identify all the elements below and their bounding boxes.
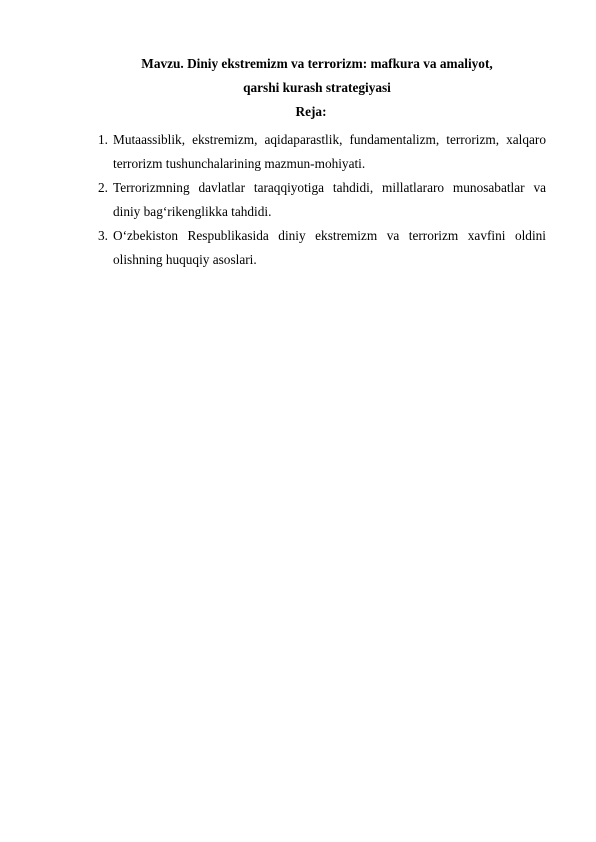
plan-list (96, 128, 546, 272)
plan-item-line-1: Mutaassiblik, ekstremizm, aqidaparastlik, fundamentalizm, terrorizm, xalqaro (113, 132, 546, 147)
plan-item-number: 2. (98, 180, 108, 195)
plan-item-number: 3. (98, 228, 108, 243)
plan-item-text (113, 128, 546, 176)
plan-item-text (113, 224, 546, 272)
plan-item-line-2: terrorizm tushunchalarining mazmun-mohiyati. (113, 156, 366, 171)
plan-item-line-1: Terrorizmning davlatlar taraqqiyotiga tahdidi, millatlararo munosabatlar va (113, 180, 546, 195)
plan-item-line-1: O‘zbekiston Respublikasida diniy ekstremizm va terrorizm xavfini oldini (113, 228, 546, 243)
plan-item-2 (96, 176, 546, 224)
plan-item-1 (96, 128, 546, 176)
document-title-line-1: Mavzu. Diniy ekstremizm va terrorizm: mafkura va amaliyot, (141, 56, 493, 71)
document-title-line-2: qarshi kurash strategiyasi (243, 80, 391, 95)
plan-item-3 (96, 224, 546, 272)
plan-item-line-2: olishning huquqiy asoslari. (113, 252, 257, 267)
plan-item-number: 1. (98, 132, 108, 147)
plan-item-text (113, 176, 546, 224)
plan-item-line-2: diniy bag‘rikenglikka tahdidi. (113, 204, 272, 219)
plan-heading: Reja: (295, 104, 327, 119)
